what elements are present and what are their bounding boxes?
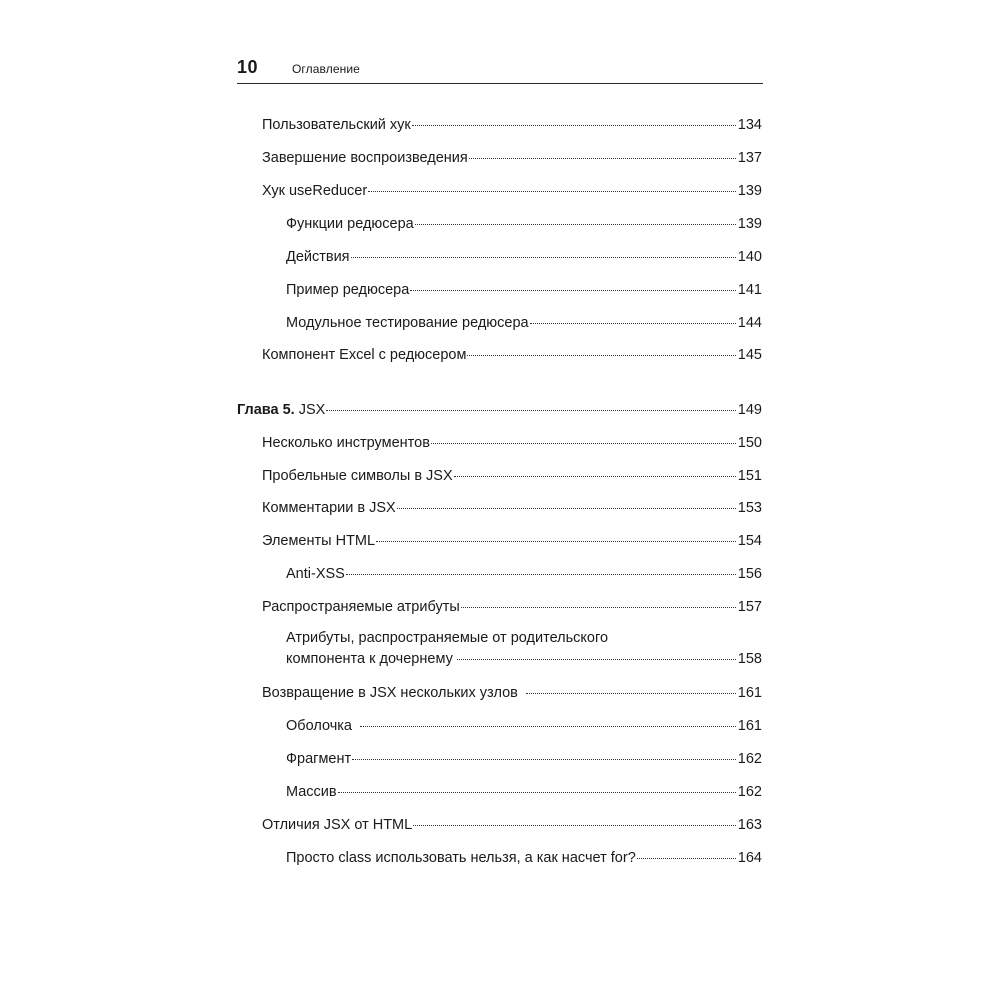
toc-entry: [262, 684, 762, 702]
toc-entry-title: Фрагмент: [286, 751, 352, 767]
toc-entry-page: 158: [737, 651, 762, 667]
toc-entry-page: 161: [737, 718, 762, 734]
toc-subentry: [286, 215, 762, 233]
page-number: 10: [237, 57, 259, 77]
toc-chapter: [237, 401, 762, 419]
dot-leader: [410, 289, 735, 291]
dot-leader: [326, 409, 735, 411]
toc-entry-title: Отличия JSX от HTML: [262, 817, 413, 833]
toc-entry-page: 149: [737, 402, 762, 418]
dot-leader: [368, 190, 736, 192]
toc-entry-title: Модульное тестирование редюсера: [286, 315, 529, 331]
toc-subentry: [286, 783, 762, 801]
toc-entry-page: 151: [737, 468, 762, 484]
toc-entry-page: 134: [737, 117, 762, 133]
toc-subentry: [286, 314, 762, 332]
toc-entry-title: Оболочка: [286, 718, 352, 734]
toc-entry-page: 157: [737, 599, 762, 615]
toc-entry-page: 156: [737, 566, 762, 582]
toc-entry-title: Просто class использовать нельзя, а как насчет for?: [286, 850, 636, 866]
dot-leader: [461, 606, 736, 608]
toc-subentry: [286, 281, 762, 299]
toc-entry-page: 144: [737, 315, 762, 331]
toc-entry: [262, 116, 762, 134]
toc-entry: [262, 346, 762, 364]
dot-leader: [338, 791, 736, 793]
dot-leader: [351, 256, 736, 258]
toc-entry: [262, 434, 762, 452]
dot-leader: [376, 540, 736, 542]
dot-leader: [352, 758, 736, 760]
toc-entry-title: Anti-XSS: [286, 566, 345, 582]
toc-entry-title: Функции редюсера: [286, 216, 414, 232]
toc-entry-page: 141: [737, 282, 762, 298]
toc-entry-title: Пример редюсера: [286, 282, 410, 298]
toc-subentry: [286, 750, 762, 768]
toc-entry-title: Комментарии в JSX: [262, 500, 396, 516]
dot-leader: [637, 857, 736, 859]
chapter-label: Глава 5.: [237, 402, 295, 418]
toc-entry-page: 140: [737, 249, 762, 265]
running-header: [237, 55, 763, 84]
dot-leader: [467, 354, 735, 356]
toc-entry-page: 163: [737, 817, 762, 833]
toc-entry-page: 154: [737, 533, 762, 549]
toc-entry-title-line2: компонента к дочернему: [286, 651, 453, 667]
toc-entry-title: Хук useReducer: [262, 183, 368, 199]
toc-entry: [262, 499, 762, 517]
dot-leader: [431, 442, 736, 444]
dot-leader: [530, 322, 736, 324]
dot-leader: [397, 507, 736, 509]
toc-entry: [262, 467, 762, 485]
toc-entry-page: 139: [737, 216, 762, 232]
chapter-name: JSX: [298, 402, 326, 418]
toc-entry-page: 164: [737, 850, 762, 866]
dot-leader: [415, 223, 736, 225]
toc-entry-page: 150: [737, 435, 762, 451]
toc-entry-page: 137: [737, 150, 762, 166]
dot-leader: [346, 573, 736, 575]
toc-entry-page: 139: [737, 183, 762, 199]
toc-entry: [262, 149, 762, 167]
toc-entry-title: Возвращение в JSX нескольких узлов: [262, 685, 518, 701]
dot-leader: [360, 725, 736, 727]
toc-entry-title-line1: Атрибуты, распространяемые от родительского: [286, 630, 609, 646]
toc-entry-title: Массив: [286, 784, 337, 800]
toc-entry: [262, 598, 762, 616]
toc-chapter-title: [237, 401, 325, 419]
toc-entry-page: 162: [737, 751, 762, 767]
dot-leader: [413, 824, 736, 826]
toc-subentry: [286, 248, 762, 266]
dot-leader: [526, 692, 736, 694]
toc-subentry: [286, 565, 762, 583]
dot-leader: [454, 475, 736, 477]
toc-entry-title: Пробельные символы в JSX: [262, 468, 453, 484]
toc-subentry: [286, 628, 762, 670]
toc-entry-title: Пользовательский хук: [262, 117, 411, 133]
toc-entry-title: Элементы HTML: [262, 533, 376, 549]
toc-subentry: [286, 717, 762, 735]
toc-entry-page: 161: [737, 685, 762, 701]
dot-leader: [469, 157, 736, 159]
toc-entry-page: 145: [737, 347, 762, 363]
toc-entry-page: 153: [737, 500, 762, 516]
toc-entry: [262, 532, 762, 550]
toc-entry-title: Завершение воспроизведения: [262, 150, 468, 166]
toc-entry: [262, 182, 762, 200]
dot-leader: [457, 658, 736, 660]
section-title: Оглавление: [292, 62, 360, 76]
toc-entry-page: 162: [737, 784, 762, 800]
toc-entry-title: Компонент Excel с редюсером: [262, 347, 467, 363]
toc-entry-title: Несколько инструментов: [262, 435, 430, 451]
toc-subentry: [286, 849, 762, 867]
toc-entry-title: Распространяемые атрибуты: [262, 599, 460, 615]
toc-entry-title: Действия: [286, 249, 350, 265]
dot-leader: [412, 124, 736, 126]
toc-entry: [262, 816, 762, 834]
